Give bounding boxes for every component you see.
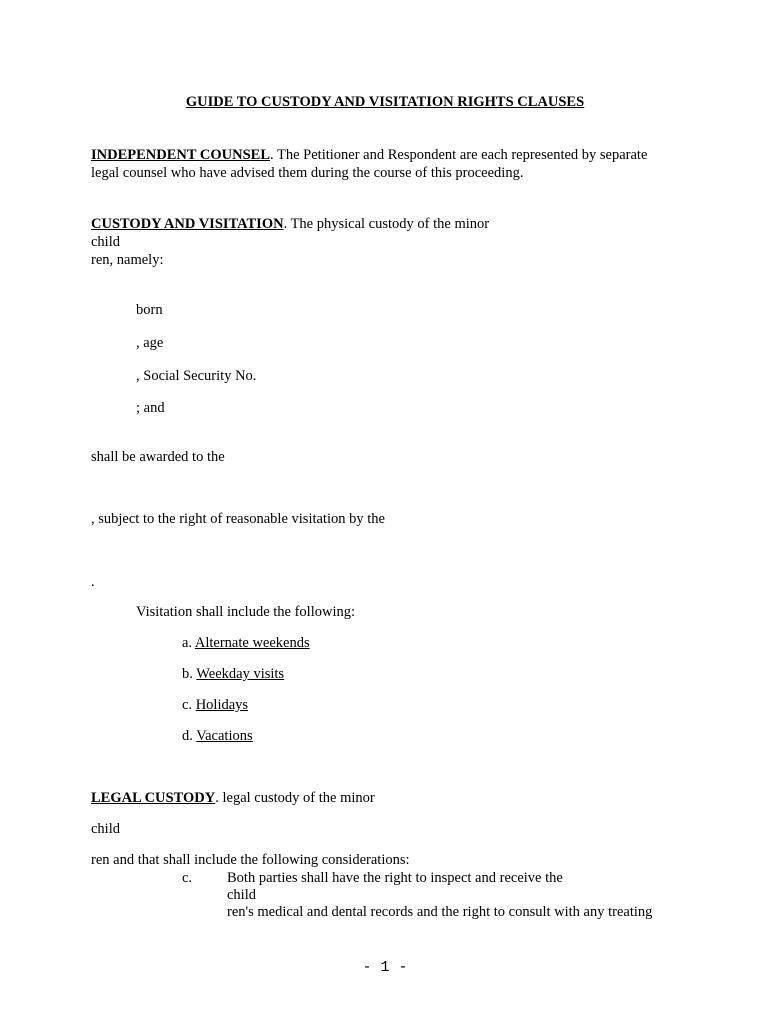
legal-custody-paragraph-line1 xyxy=(91,790,375,807)
child-born-line: born xyxy=(136,302,163,318)
visitation-intro: Visitation shall include the following: xyxy=(136,604,356,620)
visitation-item-prefix: d. xyxy=(182,728,197,744)
independent-counsel-heading: INDEPENDENT COUNSEL xyxy=(91,147,271,163)
custody-visitation-paragraph-line1 xyxy=(91,216,489,233)
independent-counsel-paragraph-line1 xyxy=(91,147,647,164)
child-and-line: ; and xyxy=(136,400,165,416)
period-line: . xyxy=(91,574,95,590)
legal-custody-item-line1: Both parties shall have the right to inspect and receive the xyxy=(227,870,563,886)
visitation-item xyxy=(182,635,310,652)
legal-custody-item-line2: child xyxy=(227,887,256,903)
legal-custody-text: . legal custody of the minor xyxy=(215,790,375,806)
visitation-subject-line: , subject to the right of reasonable visitation by the xyxy=(91,511,385,527)
independent-counsel-line2: legal counsel who have advised them during the course of this proceeding. xyxy=(91,165,524,181)
visitation-item-label: Weekday visits xyxy=(196,666,285,682)
visitation-item xyxy=(182,728,253,745)
visitation-item-label: Holidays xyxy=(195,697,249,713)
legal-custody-heading: LEGAL CUSTODY xyxy=(91,790,216,806)
visitation-item-prefix: b. xyxy=(182,666,197,682)
legal-custody-item-letter: c. xyxy=(182,870,193,886)
legal-custody-item-line3: ren's medical and dental records and the right to consult with any treating xyxy=(227,904,653,920)
legal-custody-line3: ren and that shall include the following considerations: xyxy=(91,852,410,868)
visitation-item xyxy=(182,666,284,683)
custody-visitation-text: . The physical custody of the minor xyxy=(283,216,490,232)
visitation-item-prefix: c. xyxy=(182,697,196,713)
custody-visitation-heading: CUSTODY AND VISITATION xyxy=(91,216,284,232)
visitation-item xyxy=(182,697,248,714)
visitation-item-label: Vacations xyxy=(196,728,253,744)
awarded-line: shall be awarded to the xyxy=(91,449,225,465)
custody-visitation-line3: ren, namely: xyxy=(91,252,164,268)
page-number: - 1 - xyxy=(362,959,408,976)
custody-visitation-line2: child xyxy=(91,234,120,250)
independent-counsel-text: . The Petitioner and Respondent are each represented by separate xyxy=(270,147,648,163)
legal-custody-line2: child xyxy=(91,821,120,837)
visitation-item-label: Alternate weekends xyxy=(194,635,310,651)
child-ssn-line: , Social Security No. xyxy=(136,368,257,384)
document-title: GUIDE TO CUSTODY AND VISITATION RIGHTS CLAUSES xyxy=(185,94,585,110)
visitation-item-prefix: a. xyxy=(182,635,195,651)
child-age-line: , age xyxy=(136,335,164,351)
